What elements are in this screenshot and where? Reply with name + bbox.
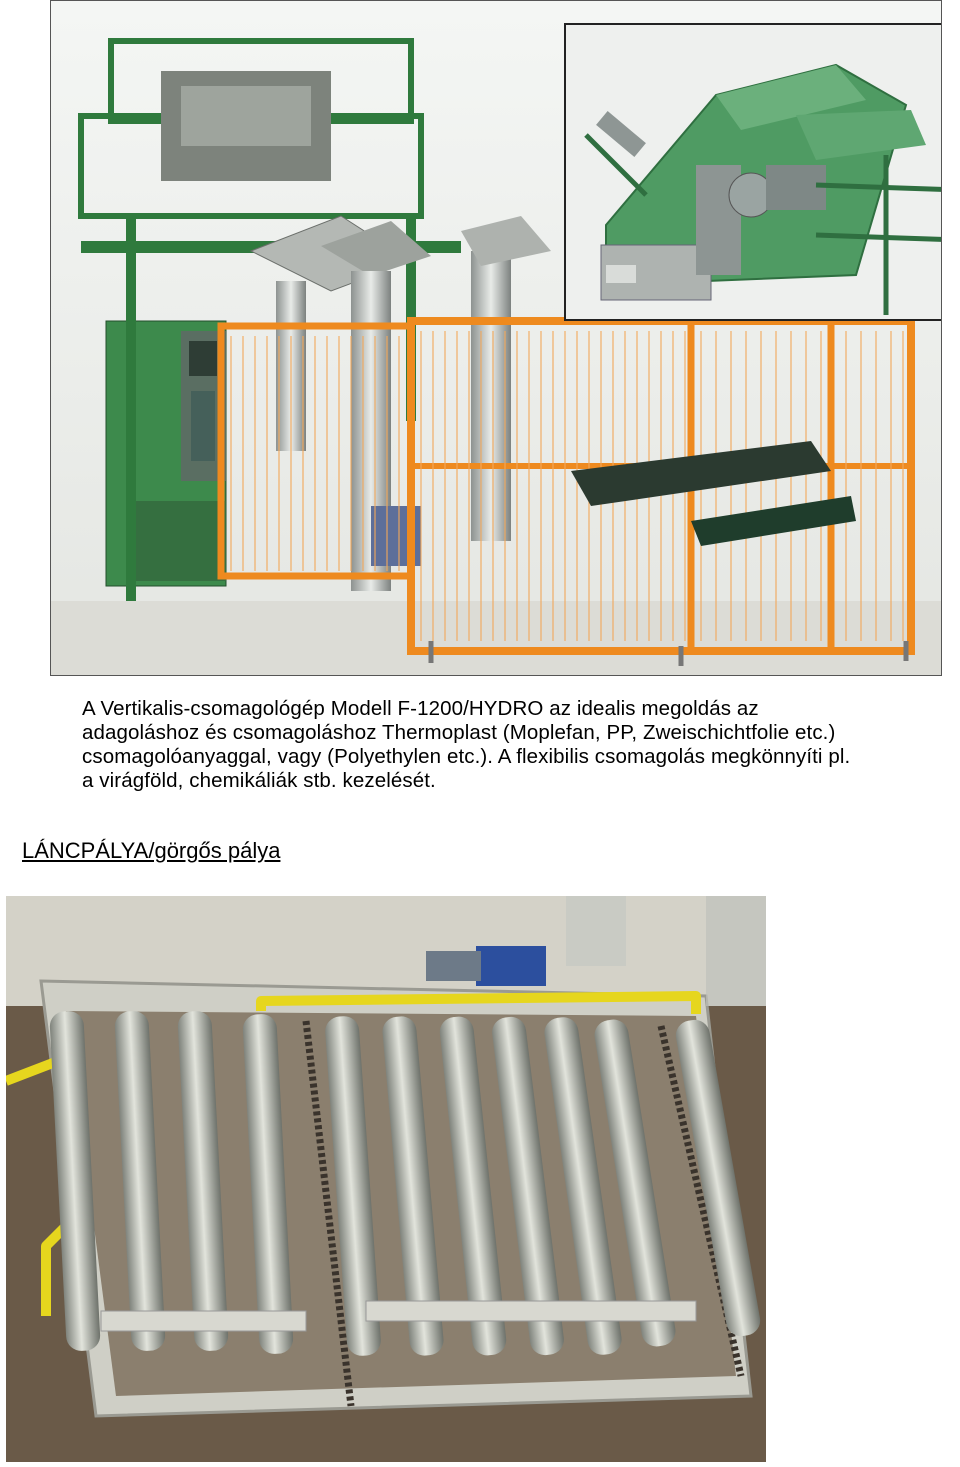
roller-conveyor-photo	[6, 896, 766, 1462]
machine-photo	[50, 0, 942, 676]
description-paragraph	[82, 697, 942, 793]
section-heading: LÁNCPÁLYA/görgős pálya	[22, 838, 281, 863]
inset-illustration	[566, 25, 942, 319]
inset-motor-photo	[564, 23, 942, 321]
description-line: a virágföld, chemikáliák stb. kezelését.	[82, 769, 436, 792]
description-line: A Vertikalis-csomagológép Modell F-1200/HYDRO az idealis megoldás az	[82, 697, 759, 720]
description-line: adagoláshoz és csomagoláshoz Thermoplast (Moplefan, PP, Zweischichtfolie etc.)	[82, 721, 836, 744]
description-line: csomagolóanyaggal, vagy (Polyethylen etc.). A flexibilis csomagolás megkönnyíti pl.	[82, 745, 851, 768]
roller-conveyor-illustration	[6, 896, 766, 1462]
